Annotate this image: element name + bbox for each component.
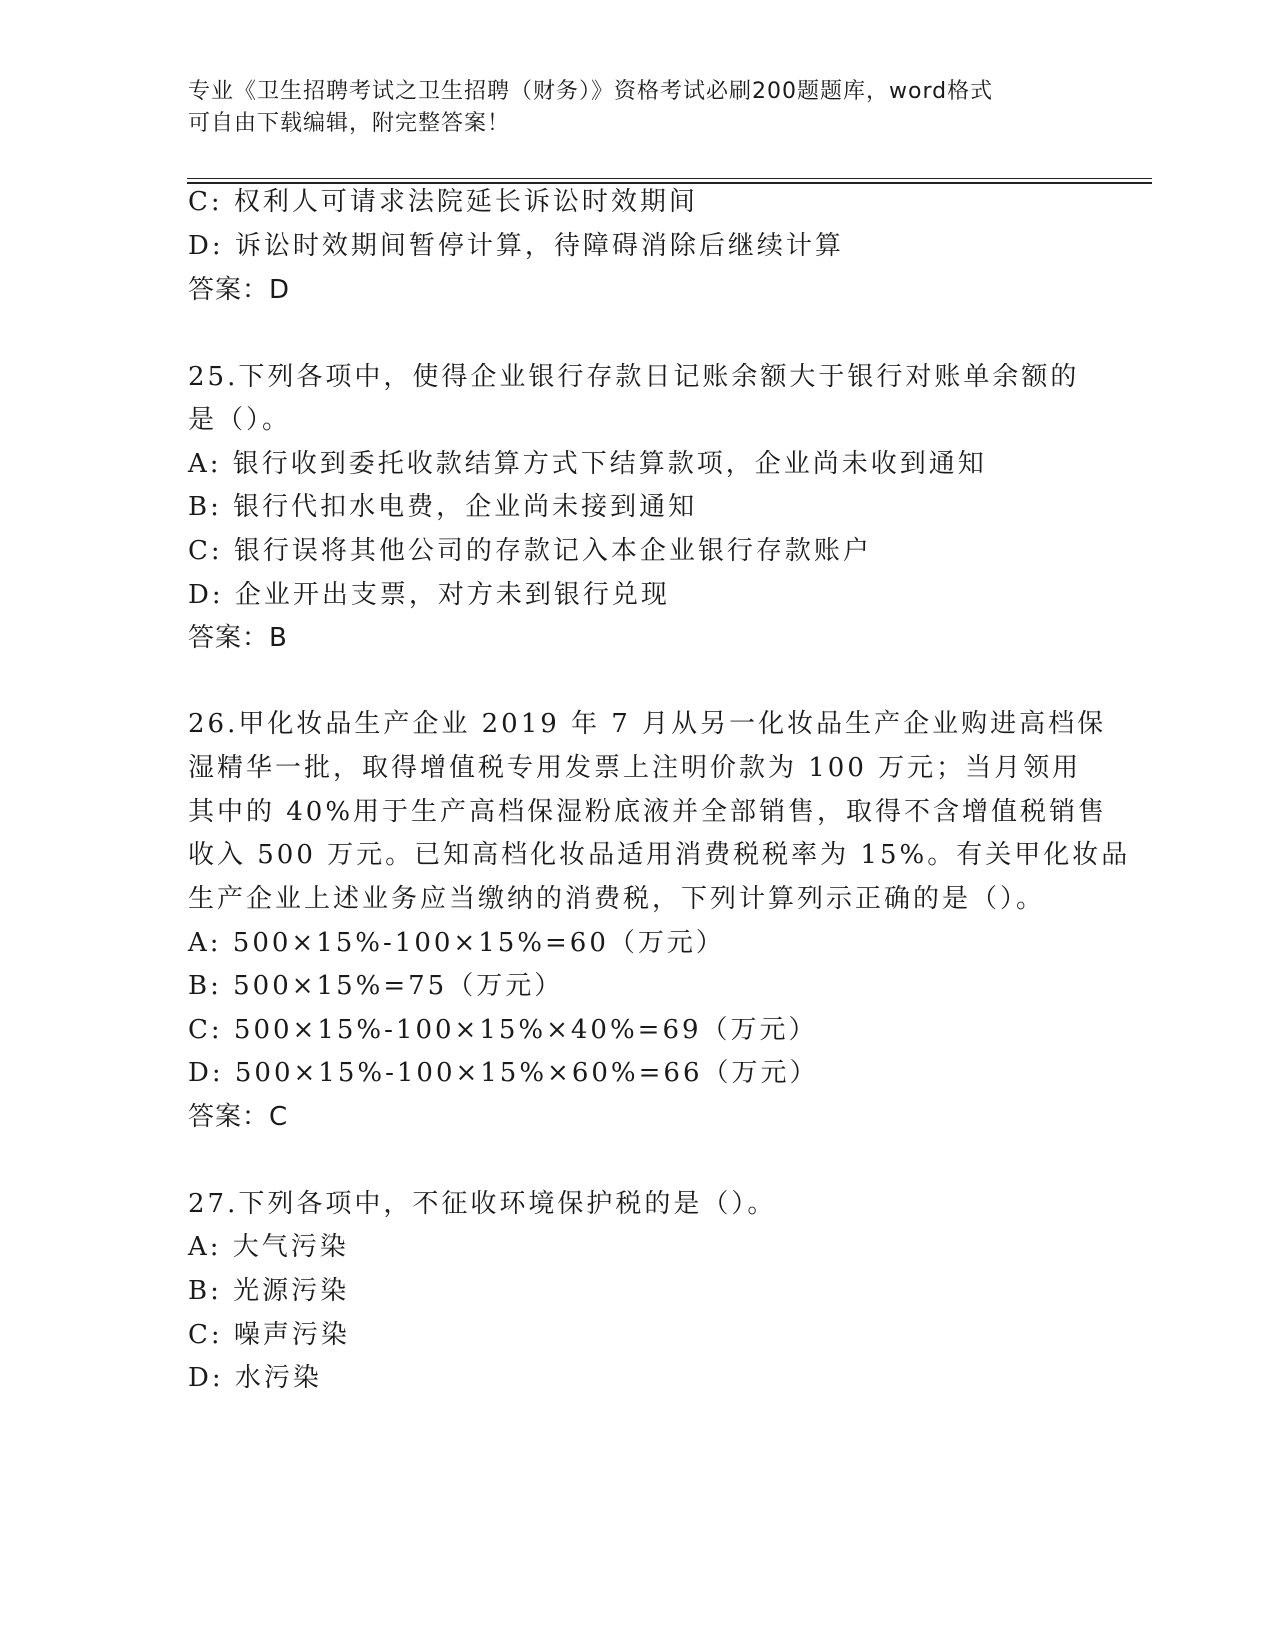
q26-option-a: A: 500×15%-100×15%=60（万元） <box>188 928 725 958</box>
q27-option-c: C: 噪声污染 <box>188 1320 350 1350</box>
q25-stem-line-2: 是（）。 <box>188 405 292 435</box>
q26-option-d: D: 500×15%-100×15%×60%=66（万元） <box>188 1058 819 1088</box>
q25-option-c: C: 银行误将其他公司的存款记入本企业银行存款账户 <box>188 536 872 566</box>
q26-stem-line-1: 26.甲化妆品生产企业 2019 年 7 月从另一化妆品生产企业购进高档保 <box>188 709 1107 739</box>
q25-stem-line-1: 25.下列各项中，使得企业银行存款日记账余额大于银行对账单余额的 <box>188 362 1080 392</box>
q25-option-a: A: 银行收到委托收款结算方式下结算款项，企业尚未收到通知 <box>188 449 987 479</box>
q26-stem-line-3: 其中的 40%用于生产高档保湿粉底液并全部销售，取得不含增值税销售 <box>188 797 1108 827</box>
q26-option-c: C: 500×15%-100×15%×40%=69（万元） <box>188 1015 818 1045</box>
header-title-line-1: 专业《卫生招聘考试之卫生招聘（财务）》资格考试必刷200题题库，word格式 <box>188 79 994 104</box>
q26-answer: 答案：C <box>188 1102 289 1132</box>
header-title-line-2: 可自由下载编辑，附完整答案！ <box>188 111 511 136</box>
q26-stem-line-4: 收入 500 万元。已知高档化妆品适用消费税税率为 15%。有关甲化妆品 <box>188 840 1131 870</box>
q25-answer: 答案：B <box>188 623 288 653</box>
q25-option-d: D: 企业开出支票，对方未到银行兑现 <box>188 580 670 610</box>
q27-option-a: A: 大气污染 <box>188 1232 349 1262</box>
q26-stem-line-5: 生产企业上述业务应当缴纳的消费税，下列计算列示正确的是（）。 <box>188 884 1046 914</box>
q26-option-b: B: 500×15%=75（万元） <box>188 971 564 1001</box>
prev-answer: 答案：D <box>188 275 291 305</box>
q27-stem-line-1: 27.下列各项中，不征收环境保护税的是（）。 <box>188 1189 777 1219</box>
q25-option-b: B: 银行代扣水电费，企业尚未接到通知 <box>188 492 698 522</box>
prev-option-c: C: 权利人可请求法院延长诉讼时效期间 <box>188 187 698 217</box>
page-header <box>188 76 1078 140</box>
q27-option-d: D: 水污染 <box>188 1363 322 1393</box>
q26-stem-line-2: 湿精华一批，取得增值税专用发票上注明价款为 100 万元；当月领用 <box>188 753 1082 783</box>
q27-option-b: B: 光源污染 <box>188 1276 350 1306</box>
header-divider-thin <box>187 178 1152 179</box>
prev-option-d: D: 诉讼时效期间暂停计算，待障碍消除后继续计算 <box>188 231 844 261</box>
